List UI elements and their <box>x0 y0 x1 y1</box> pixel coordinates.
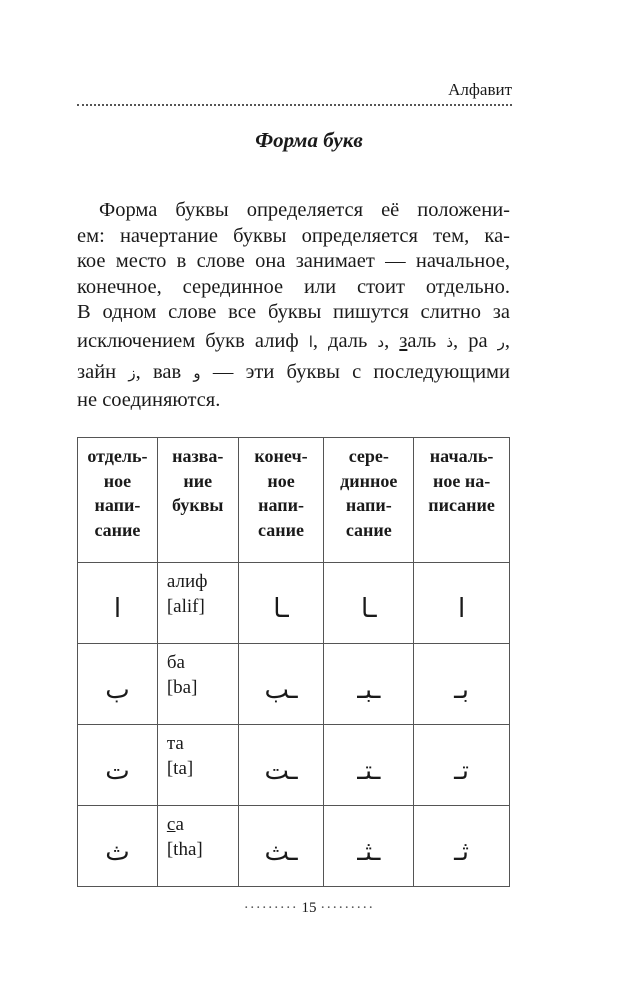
name-ru <box>167 569 238 594</box>
column-header <box>157 438 238 563</box>
text: исключением букв алиф <box>77 329 309 352</box>
name-lat: [tha] <box>166 839 203 860</box>
header-line: сание <box>345 519 392 540</box>
column-header <box>324 438 414 563</box>
header-line: конеч- <box>254 446 308 466</box>
header-line: ное <box>267 470 295 491</box>
letter-name <box>157 725 238 806</box>
table-row <box>78 806 510 887</box>
text: зайн <box>77 360 129 383</box>
text: аль <box>407 329 447 352</box>
table-row <box>78 725 510 806</box>
paragraph-line: кое место в слове она занимает — начальное, <box>77 250 510 272</box>
arabic-letter: ر <box>497 332 505 351</box>
isolated-form: ب <box>78 644 158 725</box>
header-line: ное на- <box>432 470 491 491</box>
name-ru-text: алиф <box>166 571 208 592</box>
text: , вав <box>135 360 194 383</box>
medial-form: ـتـ <box>324 725 414 806</box>
text: , <box>384 329 400 352</box>
table-row <box>78 563 510 644</box>
header-line: ние <box>183 470 213 491</box>
name-ru-text: та <box>166 733 184 754</box>
isolated-form: ث <box>78 806 158 887</box>
paragraph-line: конечное, серединное или стоит отдельно. <box>77 275 510 298</box>
arabic-letter: د <box>377 332 385 351</box>
dots: ········· <box>243 900 298 916</box>
text: , даль <box>312 329 378 352</box>
paragraph-line: В одном слове все буквы пишутся слитно за <box>77 301 510 323</box>
table-header-row <box>78 438 510 563</box>
paragraph-line <box>77 326 510 357</box>
header-line: напи- <box>345 495 392 515</box>
header-line: отдель- <box>87 446 148 466</box>
final-form: ـا <box>238 563 324 644</box>
medial-form: ـبـ <box>324 644 414 725</box>
header-line: началь- <box>429 446 494 466</box>
header-line: напи- <box>94 495 141 515</box>
header-line: динное <box>340 470 398 491</box>
header-line: писание <box>428 495 495 515</box>
column-header <box>238 438 324 563</box>
running-head: Алфавит <box>448 80 512 99</box>
letter-forms-table <box>77 437 510 887</box>
arabic-letter: و <box>193 363 201 382</box>
initial-form: تـ <box>414 725 510 806</box>
arabic-letter: ز <box>128 363 136 382</box>
header-line: сание <box>94 519 141 540</box>
name-ru-text: ба <box>166 652 185 673</box>
page-number <box>0 900 618 917</box>
text: , <box>504 329 510 352</box>
text: — эти буквы с последующими <box>200 360 510 383</box>
name-ru <box>167 650 238 675</box>
initial-form: ا <box>414 563 510 644</box>
arabic-letter: ا <box>308 332 313 351</box>
underlined-letter: с <box>166 814 176 835</box>
name-lat: [alif] <box>166 596 205 617</box>
text: , ра <box>453 329 498 352</box>
name-lat: [ba] <box>166 677 198 698</box>
section-title: Форма букв <box>255 128 363 152</box>
name-ru-text: а <box>175 814 184 835</box>
column-header <box>414 438 510 563</box>
paragraph-line <box>77 357 510 388</box>
header-line: ное <box>103 470 132 491</box>
column-header <box>78 438 158 563</box>
table-row <box>78 644 510 725</box>
final-form: ـت <box>238 725 324 806</box>
isolated-form: ا <box>78 563 158 644</box>
paragraph-line: не соединяются. <box>77 388 221 411</box>
letter-name <box>157 644 238 725</box>
initial-form: بـ <box>414 644 510 725</box>
header-divider <box>77 104 512 106</box>
name-lat: [ta] <box>166 758 194 779</box>
dots: ········· <box>320 900 375 916</box>
page-number-value: 15 <box>301 900 317 916</box>
final-form: ـب <box>238 644 324 725</box>
isolated-form: ت <box>78 725 158 806</box>
header-line: назва- <box>172 446 224 466</box>
header-line: буквы <box>172 495 224 515</box>
name-ru <box>167 731 238 756</box>
paragraph-line: Форма буквы определяется её положени- <box>99 199 510 221</box>
medial-form: ـا <box>324 563 414 644</box>
letter-name <box>157 806 238 887</box>
underlined-letter: з <box>399 329 408 352</box>
letter-name <box>157 563 238 644</box>
arabic-letter: ذ <box>446 332 454 351</box>
initial-form: ثـ <box>414 806 510 887</box>
paragraph-line: ем: начертание буквы определяется тем, ка- <box>77 224 510 247</box>
header-line: напи- <box>258 495 304 515</box>
header-line: сере- <box>348 446 389 466</box>
final-form: ـث <box>238 806 324 887</box>
medial-form: ـثـ <box>324 806 414 887</box>
name-ru <box>167 812 238 837</box>
header-line: сание <box>258 519 304 540</box>
body-paragraph <box>77 198 510 413</box>
